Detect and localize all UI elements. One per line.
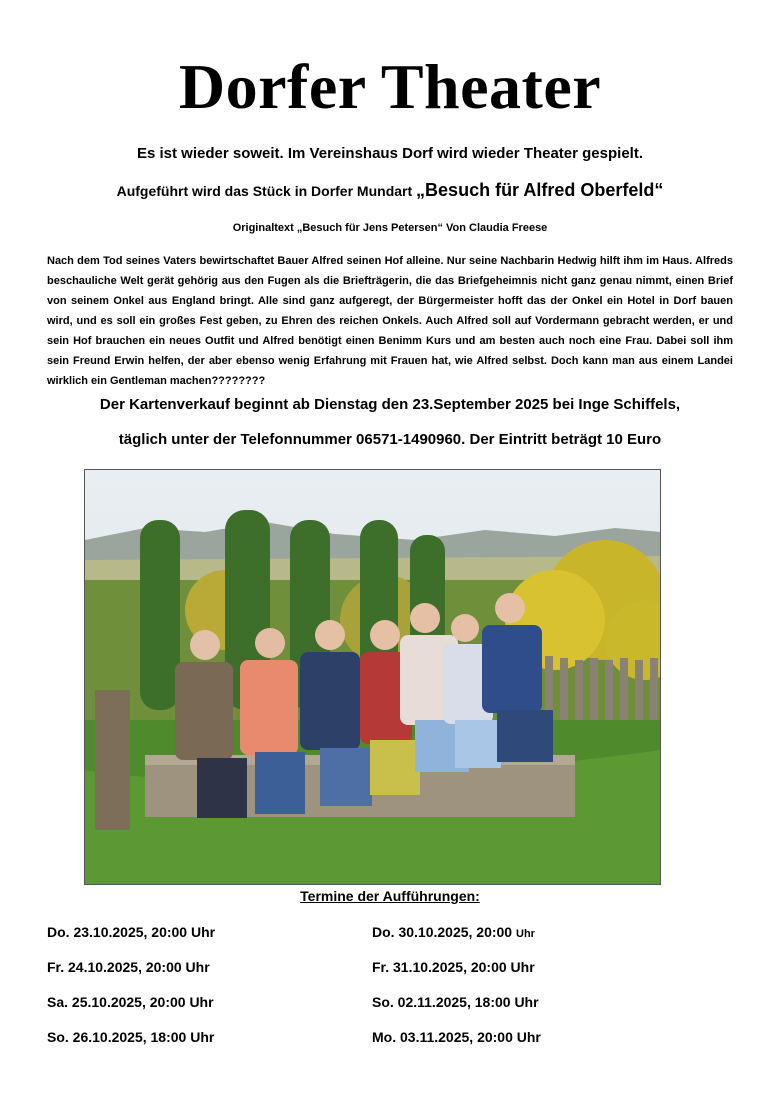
original-text-line: Originaltext „Besuch für Jens Petersen“ Von Claudia Freese xyxy=(232,222,548,234)
performance-date: So. 26.10.2025, 18:00 Uhr xyxy=(47,1029,215,1045)
performance-date-main: Do. 30.10.2025, 20:00 xyxy=(372,924,516,940)
ticket-line-1: Der Kartenverkauf beginnt ab Dienstag den 23.September 2025 bei Inge Schiffels, xyxy=(99,396,681,413)
poster-title: Dorfer Theater xyxy=(178,51,602,122)
synopsis-paragraph: Nach dem Tod seines Vaters bewirtschaftet Bauer Alfred seinen Hof alleine. Nur seine Nachbarin Hedwig hilft ihm im Haus. Alfreds beschauliche Welt gerät gehörig aus den Fugen als die Briefträgerin, die das Briefgeheimnis nicht ganz genau nimmt, einen Brief von seinem Onkel aus England bringt. Alle sind ganz aufgeregt, der Bürgermeister hofft das der Onkel ein Hotel in Dorf bauen wird, und es soll ein großes Fest geben, zu Ehren des reichen Onkels. Auch Alfred soll auf Vordermann gebracht werden, er und sein Hof brauchen ein neues Outfit und Alfred benötigt einen Benimm Kurs und am besten auch noch eine Frau. Dabei soll ihm sein Freund Erwin helfen, der aber ebenso wenig Erfahrung mit Frauen hat, wie Alfred selbst. Doch kann man aus einem Landei wirklich ein Gentleman machen???????? xyxy=(47,255,733,387)
play-line xyxy=(0,180,780,201)
play-prefix: Aufgeführt wird das Stück in Dorfer Mundart xyxy=(116,183,417,199)
performance-date: Fr. 24.10.2025, 20:00 Uhr xyxy=(47,959,210,975)
ticket-line-2: täglich unter der Telefonnummer 06571-1490960. Der Eintritt beträgt 10 Euro xyxy=(118,431,662,448)
cast-photo xyxy=(84,469,661,885)
performance-date xyxy=(372,924,535,940)
performance-date-suffix: Uhr xyxy=(516,928,535,940)
performance-date: Mo. 03.11.2025, 20:00 Uhr xyxy=(372,1029,541,1045)
performance-date: Do. 23.10.2025, 20:00 Uhr xyxy=(47,924,216,940)
performance-date: Sa. 25.10.2025, 20:00 Uhr xyxy=(47,994,214,1010)
intro-line: Es ist wieder soweit. Im Vereinshaus Dorf wird wieder Theater gespielt. xyxy=(137,145,643,162)
performance-date: Fr. 31.10.2025, 20:00 Uhr xyxy=(372,959,535,975)
performance-date: So. 02.11.2025, 18:00 Uhr xyxy=(372,994,539,1010)
schedule-heading: Termine der Aufführungen: xyxy=(300,888,480,904)
play-title: „Besuch für Alfred Oberfeld“ xyxy=(416,180,664,200)
